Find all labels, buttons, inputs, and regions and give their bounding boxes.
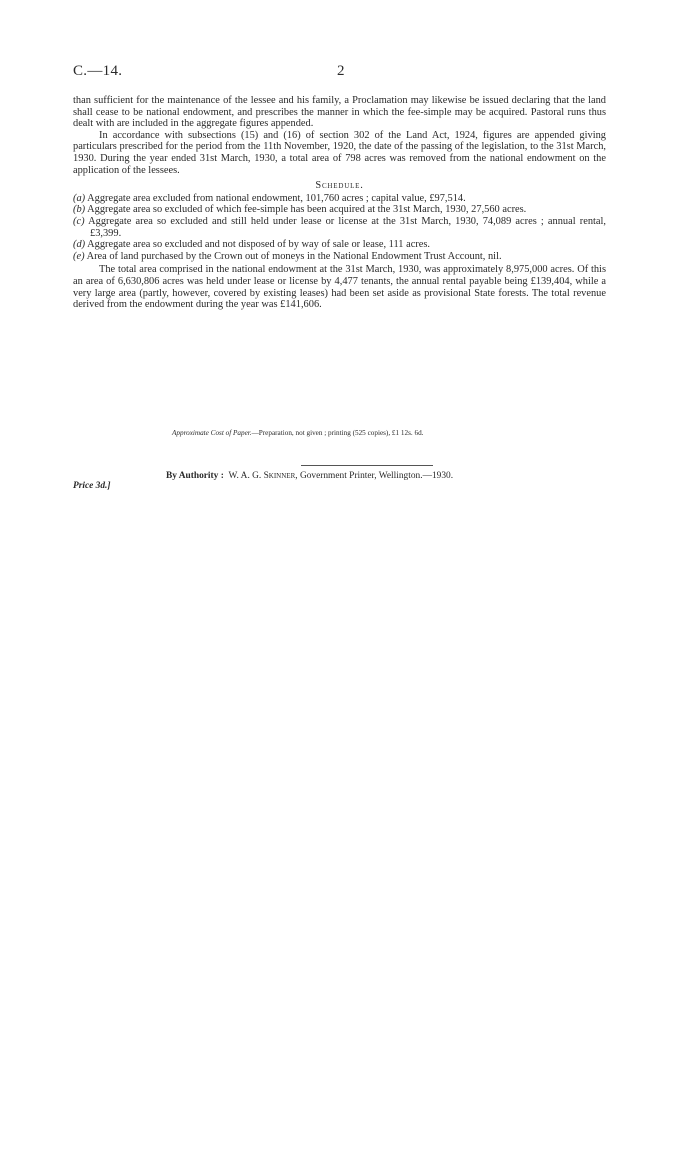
- schedule-item: [73, 239, 606, 251]
- schedule-item: [73, 193, 606, 205]
- paragraph-total-area: The total area comprised in the national endowment at the 31st March, 1930, was approximately 8,975,000 acres. Of this an area of 6,630,806 acres was held under lease or license by 4,477 tenants, the annual rental payable being £139,404, while a very large area (partly, however, covered by existing leases) had been set aside as provisional State forests. The total revenue derived from the endowment during the year was £141,606.: [73, 264, 606, 311]
- schedule-item-text: Area of land purchased by the Crown out of moneys in the National Endowment Trust Account, nil.: [86, 250, 502, 262]
- footer-rule: [301, 465, 433, 466]
- printer-details: Government Printer, Wellington.—1930.: [299, 471, 454, 481]
- schedule-item: [73, 216, 606, 239]
- schedule-item-text: Aggregate area so excluded and not disposed of by way of sale or lease, 111 acres.: [87, 239, 431, 251]
- cost-note-label: Approximate Cost of Paper.: [172, 429, 252, 437]
- schedule-item-text: Aggregate area so excluded of which fee-simple has been acquired at the 31st March, 1930, 27,560 acres.: [87, 204, 527, 216]
- cost-of-paper-note: [172, 429, 572, 438]
- schedule-list: [73, 193, 606, 263]
- price-label: Price 3d.]: [73, 481, 111, 491]
- schedule-item-label: (e): [73, 250, 85, 262]
- document-reference: C.—14.: [73, 63, 123, 79]
- schedule-item-text: Aggregate area excluded from national endowment, 101,760 acres ; capital value, £97,514.: [87, 192, 466, 204]
- paragraph-land-act: In accordance with subsections (15) and (16) of section 302 of the Land Act, 1924, figures are appended giving particulars prescribed for the period from the 11th November, 1920, the date of the passing of the legislation, to the 31st March, 1930. During the year ended 31st March, 1930, a total area of 798 acres was removed from the national endowment on the application of the lessees.: [73, 129, 606, 176]
- authority-label: By Authority :: [166, 471, 224, 481]
- page-number: 2: [337, 63, 345, 79]
- schedule-item-text: Aggregate area so excluded and still held under lease or license at the 31st March, 1930, 74,089 acres ; annual rental, £3,399.: [88, 215, 607, 239]
- printer-authority: [166, 471, 586, 482]
- schedule-item-label: (d): [73, 239, 86, 251]
- printer-name: W. A. G. Skinner,: [228, 471, 298, 481]
- paragraph-continued: than sufficient for the maintenance of the lessee and his family, a Proclamation may likewise be issued declaring that the land shall cease to be national endowment, and prescribes the manner in which the fee-simple may be acquired. Pastoral runs thus dealt with are included in the aggregate figures appended.: [73, 95, 606, 130]
- schedule-item-label: (c): [73, 215, 85, 227]
- schedule-title: Schedule.: [315, 180, 364, 192]
- schedule-item-label: (b): [73, 204, 86, 216]
- schedule-item: [73, 204, 606, 216]
- document-body: [73, 95, 606, 311]
- cost-note-text: —Preparation, not given ; printing (525 copies), £1 12s. 6d.: [251, 429, 424, 437]
- schedule-item-label: (a): [73, 192, 86, 204]
- schedule-item: [73, 251, 606, 263]
